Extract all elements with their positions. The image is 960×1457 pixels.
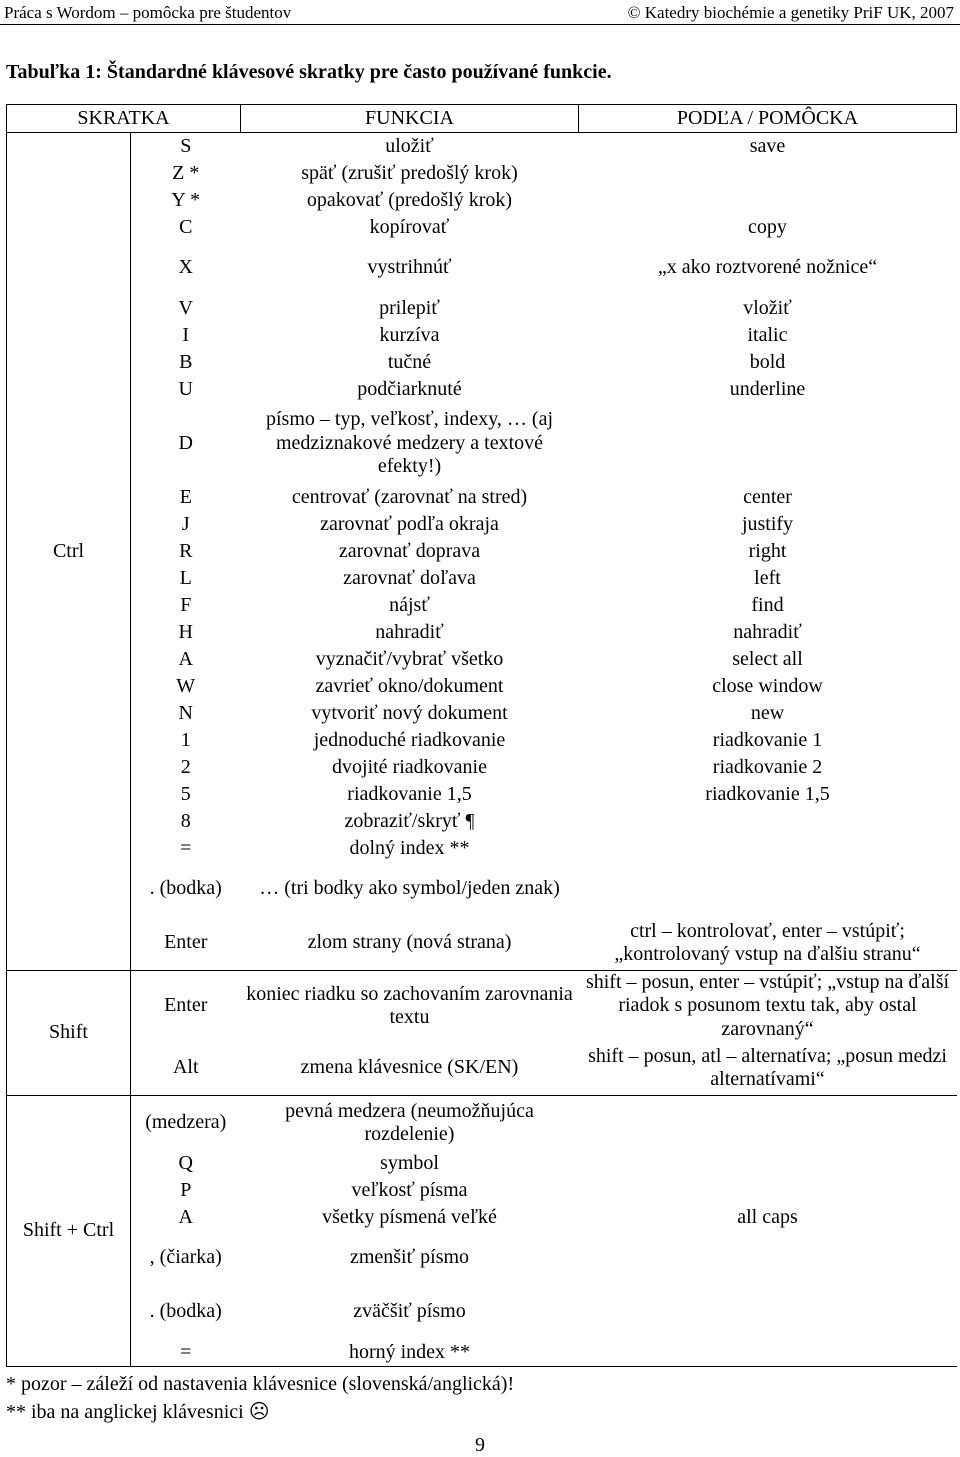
key-cell: =	[131, 1339, 241, 1367]
key-cell: F	[131, 592, 241, 619]
hint-cell	[579, 1285, 957, 1339]
key-cell: P	[131, 1177, 241, 1204]
hint-cell: select all	[732, 647, 803, 670]
function-cell: zarovnať doľava	[343, 566, 476, 589]
function-cell: všetky písmená veľké	[322, 1205, 497, 1228]
key-cell: R	[131, 538, 241, 565]
table-header-row	[7, 105, 957, 133]
function-cell: tučné	[387, 350, 432, 373]
hint-cell: center	[743, 485, 792, 508]
function-cell: koniec riadku so zachovaním zarovnania textu	[246, 982, 573, 1029]
key-cell: L	[131, 565, 241, 592]
function-cell: dolný index **	[349, 836, 470, 859]
hint-cell: save	[749, 134, 786, 157]
function-cell: nahradiť	[375, 620, 444, 643]
function-cell: zmena klávesnice (SK/EN)	[241, 1041, 579, 1096]
hint-cell: underline	[729, 377, 806, 400]
key-cell: Enter	[131, 971, 241, 1042]
table-row	[7, 511, 957, 538]
function-cell: zavrieť okno/dokument	[315, 674, 504, 697]
table-row	[7, 295, 957, 322]
hint-cell	[579, 1150, 957, 1177]
key-cell: 8	[131, 808, 241, 835]
table-row	[7, 619, 957, 646]
modifier-cell: Shift	[7, 971, 131, 1096]
key-cell: E	[131, 484, 241, 511]
function-cell: zobraziť/skryť ¶	[344, 809, 475, 832]
key-cell: 5	[131, 781, 241, 808]
function-cell: veľkosť písma	[351, 1178, 468, 1201]
table-caption: Tabuľka 1: Štandardné klávesové skratky pre často používané funkcie.	[6, 61, 612, 83]
hint-cell: „x ako roztvorené nožnice“	[657, 256, 878, 279]
function-cell: vytvoriť nový dokument	[311, 701, 508, 724]
footnote-english: ** iba na anglickej klávesnici ☹	[6, 1401, 270, 1423]
key-cell: D	[131, 403, 241, 484]
table-row	[7, 376, 957, 403]
header-cell-pomocka: PODĽA / POMÔCKA	[579, 105, 957, 133]
key-cell: B	[131, 349, 241, 376]
key-cell: =	[131, 835, 241, 862]
key-cell: C	[131, 214, 241, 241]
modifier-cell: Shift + Ctrl	[7, 1096, 131, 1367]
shortcuts-table-body	[7, 105, 957, 1367]
function-cell: kurzíva	[379, 323, 440, 346]
table-row	[7, 916, 957, 971]
hint-cell: justify	[741, 512, 794, 535]
function-cell: … (tri bodky ako symbol/jeden znak)	[259, 877, 560, 900]
hint-cell: new	[750, 701, 785, 724]
hint-cell	[579, 835, 957, 862]
table-row	[7, 835, 957, 862]
key-cell: W	[131, 673, 241, 700]
table-row	[7, 1041, 957, 1096]
hint-cell	[579, 1096, 957, 1151]
key-cell: H	[131, 619, 241, 646]
key-cell: A	[131, 646, 241, 673]
hint-cell: nahradiť	[733, 620, 802, 643]
key-cell: Alt	[131, 1041, 241, 1096]
function-cell: dvojité riadkovanie	[332, 755, 487, 778]
function-cell: jednoduché riadkovanie	[313, 728, 506, 751]
table-row	[7, 727, 957, 754]
table-row	[7, 1177, 957, 1204]
hint-cell	[579, 1339, 957, 1367]
key-cell: A	[131, 1204, 241, 1231]
key-cell: Q	[131, 1150, 241, 1177]
table-row	[7, 565, 957, 592]
function-cell: vyznačiť/vybrať všetko	[315, 647, 504, 670]
footnote-keyboard: * pozor – záleží od nastavenia klávesnice (slovenská/anglická)!	[6, 1373, 515, 1395]
table-row	[7, 214, 957, 241]
function-cell: zarovnať doprava	[338, 539, 481, 562]
table-row	[7, 646, 957, 673]
table-row	[7, 1204, 957, 1231]
table-row	[7, 808, 957, 835]
function-cell: nájsť	[389, 593, 430, 616]
table-row	[7, 1285, 957, 1339]
table-row	[7, 349, 957, 376]
hint-cell: all caps	[737, 1205, 798, 1228]
hint-cell: vložiť	[743, 296, 792, 319]
function-cell: zarovnať podľa okraja	[320, 512, 499, 535]
table-row	[7, 133, 957, 161]
shortcuts-table	[6, 104, 957, 1367]
table-row	[7, 700, 957, 727]
function-cell: centrovať (zarovnať na stred)	[291, 485, 528, 508]
key-cell: 1	[131, 727, 241, 754]
key-cell: Enter	[131, 916, 241, 971]
function-cell: späť (zrušiť predošlý krok)	[301, 161, 518, 184]
table-row	[7, 1150, 957, 1177]
table-row	[7, 781, 957, 808]
header-cell-funkcia: FUNKCIA	[241, 105, 579, 133]
table-row	[7, 1231, 957, 1285]
key-cell: Y *	[131, 187, 241, 214]
modifier-cell: Ctrl	[7, 133, 131, 971]
function-cell: symbol	[380, 1151, 439, 1174]
hint-cell: copy	[748, 215, 787, 238]
hint-cell: bold	[749, 350, 786, 373]
table-row	[7, 754, 957, 781]
table-row	[7, 1339, 957, 1367]
hint-cell	[579, 808, 957, 835]
key-cell: V	[131, 295, 241, 322]
page-number: 9	[475, 1434, 485, 1456]
function-cell: zmenšiť písmo	[349, 1246, 470, 1269]
key-cell: J	[131, 511, 241, 538]
hint-cell: close window	[712, 674, 823, 697]
table-row	[7, 160, 957, 187]
key-cell: U	[131, 376, 241, 403]
hint-cell: shift – posun, enter – vstúpiť; „vstup na ďalší riadok s posunom textu tak, aby ostal zarovnaný“	[585, 971, 950, 1040]
function-cell: kopírovať	[369, 215, 450, 238]
hint-cell: riadkovanie 1,5	[705, 782, 830, 805]
hint-cell	[579, 187, 957, 214]
function-cell: horný index **	[241, 1339, 579, 1367]
table-row	[7, 673, 957, 700]
function-cell: uložiť	[385, 134, 434, 157]
function-cell: opakovať (predošlý krok)	[306, 188, 513, 211]
key-cell: (medzera)	[131, 1096, 241, 1151]
header-title: Práca s Wordom – pomôcka pre študentov	[4, 3, 292, 22]
key-cell: N	[131, 700, 241, 727]
table-row	[7, 538, 957, 565]
table-row	[7, 1096, 957, 1151]
hint-cell: left	[754, 566, 781, 589]
header-copyright: © Katedry biochémie a genetiky PriF UK, 2007	[627, 3, 954, 22]
table-row	[7, 403, 957, 484]
function-cell: vystrihnúť	[367, 256, 452, 279]
key-cell: X	[131, 241, 241, 295]
header-cell-skratka: SKRATKA	[7, 105, 241, 133]
hint-cell: shift – posun, atl – alternatíva; „posun medzi alternatívami“	[579, 1041, 957, 1096]
hint-cell: find	[751, 593, 784, 616]
function-cell: zväčšiť písmo	[353, 1300, 466, 1323]
hint-cell: riadkovanie 2	[712, 755, 823, 778]
hint-cell: ctrl – kontrolovať, enter – vstúpiť; „kontrolovaný vstup na ďalšiu stranu“	[579, 916, 957, 971]
hint-cell	[579, 1231, 957, 1285]
key-cell: , (čiarka)	[131, 1231, 241, 1285]
table-row	[7, 187, 957, 214]
key-cell: . (bodka)	[131, 1285, 241, 1339]
hint-cell	[579, 160, 957, 187]
function-cell: riadkovanie 1,5	[347, 782, 472, 805]
table-row	[7, 971, 957, 1042]
hint-cell	[579, 1177, 957, 1204]
hint-cell	[579, 862, 957, 916]
hint-cell: right	[748, 539, 787, 562]
key-cell: I	[131, 322, 241, 349]
hint-cell	[579, 403, 957, 484]
hint-cell: italic	[747, 323, 788, 346]
key-cell: 2	[131, 754, 241, 781]
table-row	[7, 592, 957, 619]
header-rule	[0, 24, 960, 25]
function-cell: zlom strany (nová strana)	[241, 916, 579, 971]
function-cell: písmo – typ, veľkosť, indexy, … (aj medziznakové medzery a textové efekty!)	[265, 408, 553, 478]
table-row	[7, 322, 957, 349]
hint-cell: riadkovanie 1	[712, 728, 823, 751]
table-row	[7, 484, 957, 511]
function-cell: podčiarknuté	[357, 377, 462, 400]
function-cell: pevná medzera (neumožňujúca rozdelenie)	[285, 1099, 534, 1146]
table-row	[7, 862, 957, 916]
table-row	[7, 241, 957, 295]
key-cell: Z *	[131, 160, 241, 187]
key-cell: . (bodka)	[131, 862, 241, 916]
function-cell: prilepiť	[379, 296, 440, 319]
key-cell: S	[131, 133, 241, 161]
